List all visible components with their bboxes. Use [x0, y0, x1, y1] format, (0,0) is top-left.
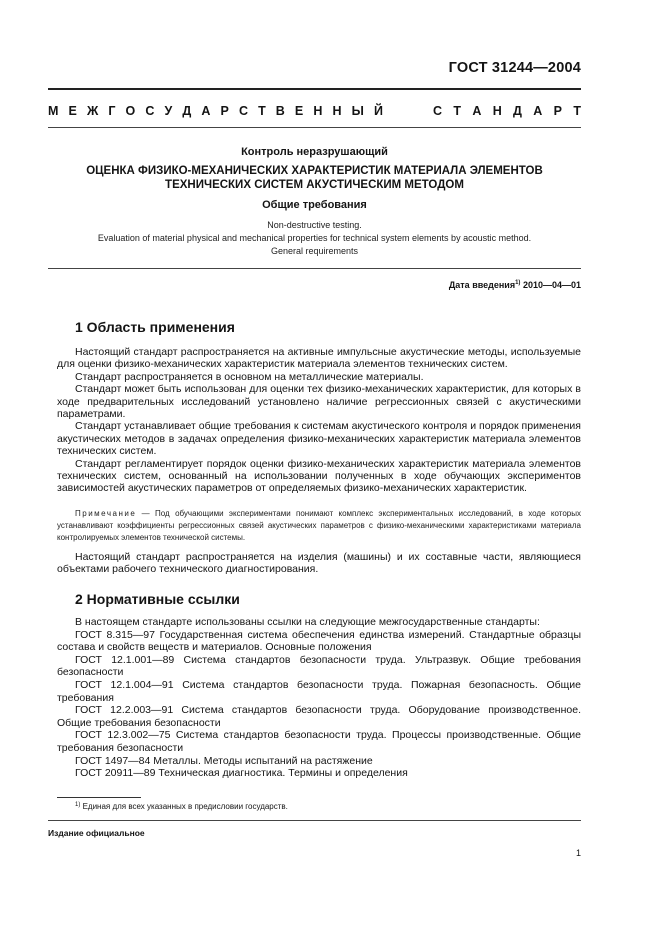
- edition-label: Издание официальное: [48, 828, 145, 838]
- gost-number: ГОСТ 31244—2004: [448, 60, 581, 76]
- footnote-marker: 1): [75, 802, 81, 808]
- document-subtitle-category: Контроль неразрушающий: [241, 146, 388, 158]
- banner-word-interstate: М Е Ж Г О С У Д А Р С Т В Е Н Н Ы Й: [48, 104, 383, 118]
- paragraph: Настоящий стандарт распространяется на активные импульсные акустические методы, используемые для оценки физико-механических характеристик материала элементов технических систем.: [57, 346, 581, 371]
- note-label: Примечание: [75, 509, 137, 518]
- normative-references: [57, 616, 581, 780]
- reference-item: ГОСТ 1497—84 Металлы. Методы испытаний на растяжение: [75, 754, 373, 767]
- english-title-line: Evaluation of material physical and mechanical properties for technical system elements by acoustic method.: [97, 233, 532, 243]
- paragraph: Стандарт может быть использован для оценки тех физико-механических характеристик, для которых в ходе предварительных исследований установлено наличие регрессионных связей с акустическими параметрами.: [57, 383, 581, 421]
- section-1-note: [57, 508, 581, 544]
- banner-bottom-rule: [48, 127, 581, 128]
- top-rule: [48, 88, 581, 90]
- title-bottom-rule: [48, 268, 581, 269]
- footnote-text: Единая для всех указанных в предисловии государств.: [82, 802, 288, 811]
- page-number: 1: [575, 848, 581, 858]
- footnote-marker: 1): [515, 280, 521, 286]
- introduction-date: [449, 280, 581, 290]
- banner-word-standard: С Т А Н Д А Р Т: [433, 104, 581, 118]
- footnote-rule: [57, 797, 141, 798]
- english-title: [48, 219, 581, 258]
- reference-item: ГОСТ 12.1.004—91 Система стандартов безопасности труда. Пожарная безопасность. Общие требования: [57, 678, 581, 704]
- reference-item: ГОСТ 12.3.002—75 Система стандартов безопасности труда. Процессы производственные. Общие требования безопасности: [57, 729, 581, 754]
- footnote: [75, 802, 288, 811]
- reference-item: ГОСТ 12.1.001—89 Система стандартов безопасности труда. Ультразвук. Общие требования безопасности: [57, 653, 581, 679]
- paragraph: Стандарт устанавливает общие требования к системам акустического контроля и порядок применения акустических методов в задачах определения физико-механических характеристик материала элементов технических систем.: [57, 420, 581, 458]
- section-2-heading: 2 Нормативные ссылки: [75, 591, 240, 607]
- paragraph: Настоящий стандарт распространяется на изделия (машины) и их составные части, являющиеся объектами рабочего технического диагностирования.: [57, 551, 581, 576]
- intro-date-value: 2010—04—01: [522, 280, 581, 290]
- section-1-heading: 1 Область применения: [75, 319, 235, 335]
- paragraph: Стандарт распространяется в основном на металлические материалы.: [75, 370, 424, 383]
- reference-item: ГОСТ 8.315—97 Государственная система обеспечения единства измерений. Стандартные образцы состава и свойств веществ и материалов. Основные положения: [57, 628, 581, 654]
- note-text: — Под обучающими экспериментами понимают комплекс экспериментальных исследований, в ходе которых устанавливают коэффициенты регрессионных связей акустических параметров с физико-механическими характеристиками материала контролируемых элементов технической системы.: [57, 509, 581, 542]
- standard-banner: [48, 104, 581, 118]
- document-subtitle: Общие требования: [262, 199, 367, 211]
- intro-date-label: Дата введения: [448, 280, 516, 290]
- references-intro: В настоящем стандарте использованы ссылки на следующие межгосударственные стандарты:: [75, 616, 540, 628]
- paragraph: Стандарт регламентирует порядок оценки физико-механических характеристик материала элементов технических систем, основанный на использовании полученных в ходе обучающих экспериментов зависимостей акустических параметров от определяемых физико-механических характеристик.: [57, 457, 581, 495]
- section-1-body: [57, 346, 581, 495]
- document-title: ОЦЕНКА ФИЗИКО-МЕХАНИЧЕСКИХ ХАРАКТЕРИСТИК МАТЕРИАЛА ЭЛЕМЕНТОВ ТЕХНИЧЕСКИХ СИСТЕМ АКУСТИЧЕСКИМ МЕТОДОМ: [86, 165, 543, 191]
- reference-item: ГОСТ 12.2.003—91 Система стандартов безопасности труда. Оборудование производственное. Общие требования безопасности: [57, 704, 581, 729]
- english-title-line: General requirements: [270, 246, 359, 256]
- reference-item: ГОСТ 20911—89 Техническая диагностика. Термины и определения: [75, 767, 408, 780]
- english-title-line: Non-destructive testing.: [267, 220, 362, 230]
- section-1-final-paragraph: [57, 551, 581, 576]
- footer-rule: [48, 820, 581, 821]
